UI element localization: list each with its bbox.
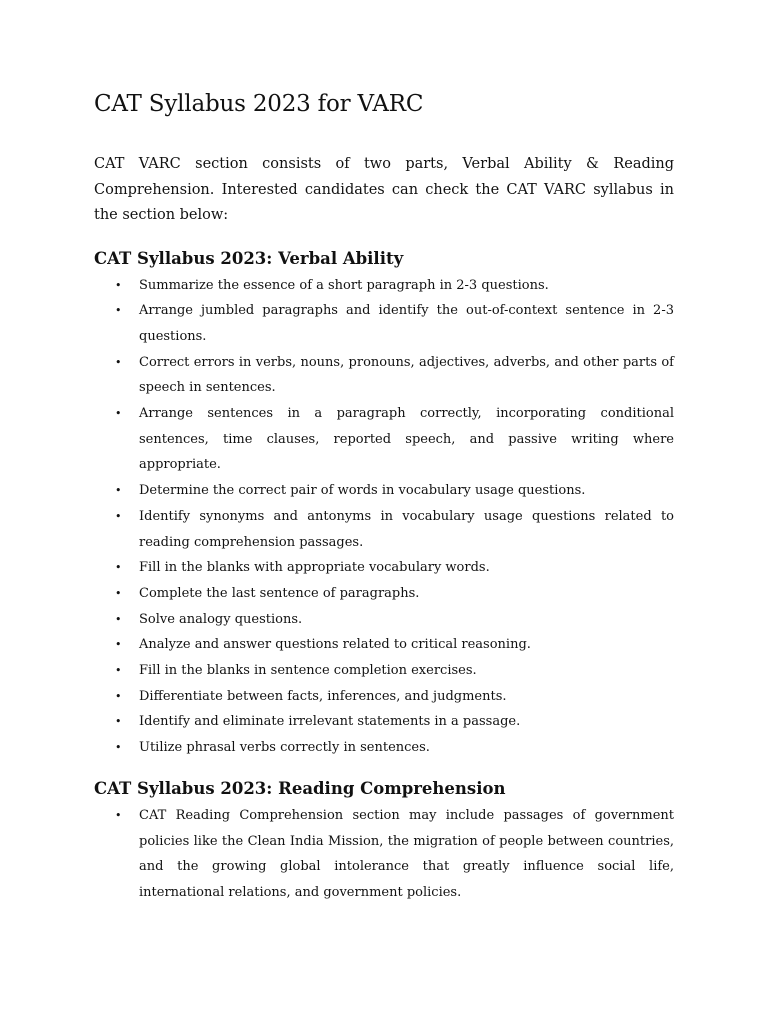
verbal-ability-heading: CAT Syllabus 2023: Verbal Ability bbox=[94, 248, 404, 268]
bullet-icon: • bbox=[115, 689, 122, 703]
bullet-icon: • bbox=[115, 484, 122, 498]
list-item bbox=[94, 735, 674, 761]
bullet-icon: • bbox=[115, 586, 122, 600]
page-title: CAT Syllabus 2023 for VARC bbox=[94, 91, 424, 117]
list-item bbox=[94, 658, 674, 684]
list-item-text: Correct errors in verbs, nouns, pronouns, adjectives, adverbs, and other parts of speech in sentences. bbox=[139, 354, 674, 396]
list-item bbox=[94, 709, 674, 735]
list-item bbox=[94, 478, 674, 504]
list-item-text: Determine the correct pair of words in vocabulary usage questions. bbox=[139, 483, 586, 499]
list-item-text: CAT Reading Comprehension section may include passages of government policies like the Clean India Mission, the migration of people between countries, and the growing global intolerance that greatly influence social life, international relations, and government policies. bbox=[139, 807, 674, 900]
list-item-text: Summarize the essence of a short paragraph in 2-3 questions. bbox=[139, 277, 549, 293]
list-item-text: Arrange sentences in a paragraph correctly, incorporating conditional sentences, time clauses, reported speech, and passive writing where appropriate. bbox=[139, 406, 674, 473]
bullet-icon: • bbox=[115, 638, 122, 652]
list-item bbox=[94, 350, 674, 401]
list-item bbox=[94, 401, 674, 478]
list-item-text: Differentiate between facts, inferences, and judgments. bbox=[139, 688, 507, 704]
bullet-icon: • bbox=[115, 304, 122, 318]
list-item bbox=[94, 273, 674, 299]
bullet-icon: • bbox=[115, 808, 122, 822]
document-page bbox=[94, 88, 674, 906]
bullet-icon: • bbox=[115, 561, 122, 575]
list-item bbox=[94, 298, 674, 349]
bullet-icon: • bbox=[115, 355, 122, 369]
list-item bbox=[94, 504, 674, 555]
list-item bbox=[94, 632, 674, 658]
bullet-icon: • bbox=[115, 741, 122, 755]
bullet-icon: • bbox=[115, 407, 122, 421]
verbal-ability-list bbox=[94, 273, 674, 761]
list-item bbox=[94, 803, 674, 906]
list-item-text: Identify synonyms and antonyms in vocabulary usage questions related to reading comprehension passages. bbox=[139, 508, 674, 550]
bullet-icon: • bbox=[115, 278, 122, 292]
list-item-text: Analyze and answer questions related to critical reasoning. bbox=[139, 637, 531, 653]
list-item bbox=[94, 684, 674, 710]
reading-comprehension-heading: CAT Syllabus 2023: Reading Comprehension bbox=[94, 778, 506, 798]
reading-comprehension-list bbox=[94, 803, 674, 906]
list-item-text: Solve analogy questions. bbox=[139, 611, 303, 627]
intro-paragraph: CAT VARC section consists of two parts, Verbal Ability & Reading Comprehension. Interested candidates can check the CAT VARC syllabus in the section below: bbox=[94, 156, 674, 223]
list-item bbox=[94, 607, 674, 633]
list-item-text: Arrange jumbled paragraphs and identify the out-of-context sentence in 2-3 questions. bbox=[139, 303, 674, 344]
bullet-icon: • bbox=[115, 664, 122, 678]
list-item-text: Fill in the blanks with appropriate vocabulary words. bbox=[139, 560, 490, 576]
list-item-text: Utilize phrasal verbs correctly in sentences. bbox=[139, 740, 430, 756]
list-item-text: Fill in the blanks in sentence completion exercises. bbox=[139, 663, 477, 679]
list-item-text: Complete the last sentence of paragraphs. bbox=[139, 585, 420, 601]
list-item bbox=[94, 581, 674, 607]
bullet-icon: • bbox=[115, 715, 122, 729]
list-item bbox=[94, 555, 674, 581]
bullet-icon: • bbox=[115, 612, 122, 626]
bullet-icon: • bbox=[115, 509, 122, 523]
list-item-text: Identify and eliminate irrelevant statements in a passage. bbox=[139, 714, 521, 730]
